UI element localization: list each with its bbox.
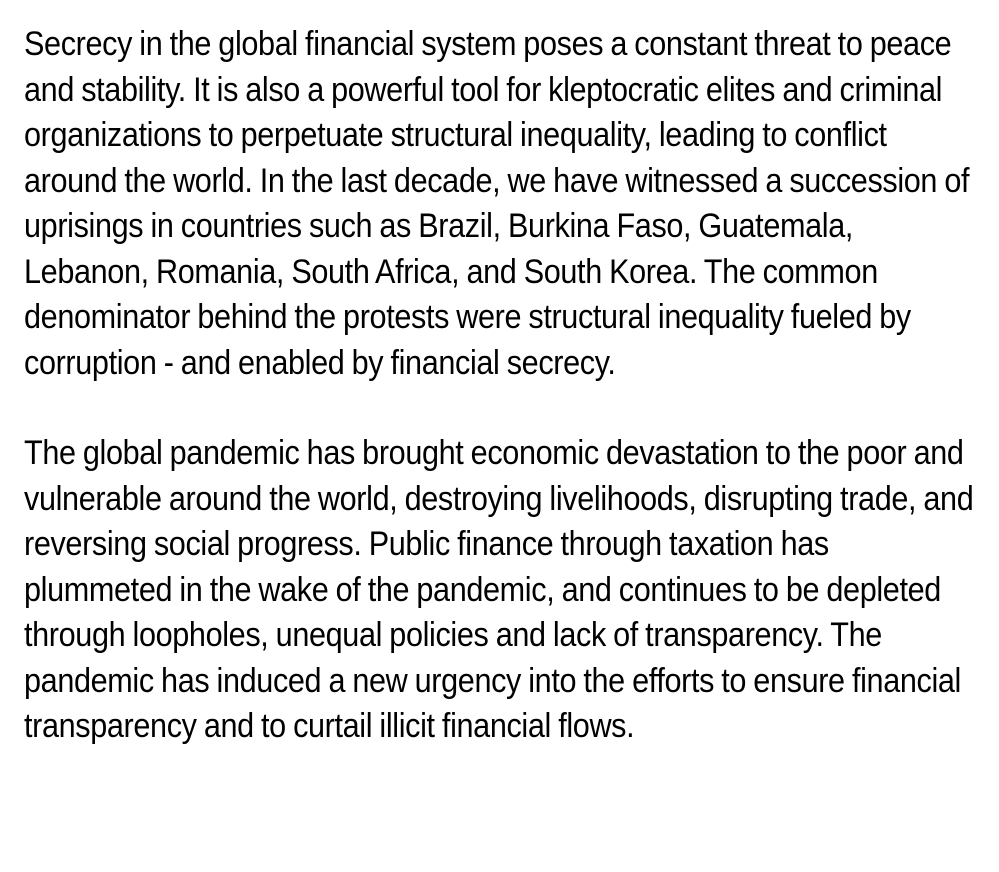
document-body [24,22,984,750]
paragraph-financial-secrecy: Secrecy in the global financial system poses a constant threat to peace and stability. It is also a powerful tool for kleptocratic elites and criminal organizations to perpetuate structural inequality, leading to conflict around the world. In the last decade, we have witnessed a succession of uprisings in countries such as Brazil, Burkina Faso, Guatemala, Lebanon, Romania, South Africa, and South Korea. The common denominator behind the protests were structural inequality fueled by corruption - and enabled by financial secrecy. [24,25,970,382]
paragraph-global-pandemic: The global pandemic has brought economic devastation to the poor and vulnerable around the world, destroying livelihoods, disrupting trade, and reversing social progress. Public finance through taxation has plummeted in the wake of the pandemic, and continues to be depleted through loopholes, unequal policies and lack of transparency. The pandemic has induced a new urgency into the efforts to ensure financial transparency and to curtail illicit financial flows. [24,434,974,745]
